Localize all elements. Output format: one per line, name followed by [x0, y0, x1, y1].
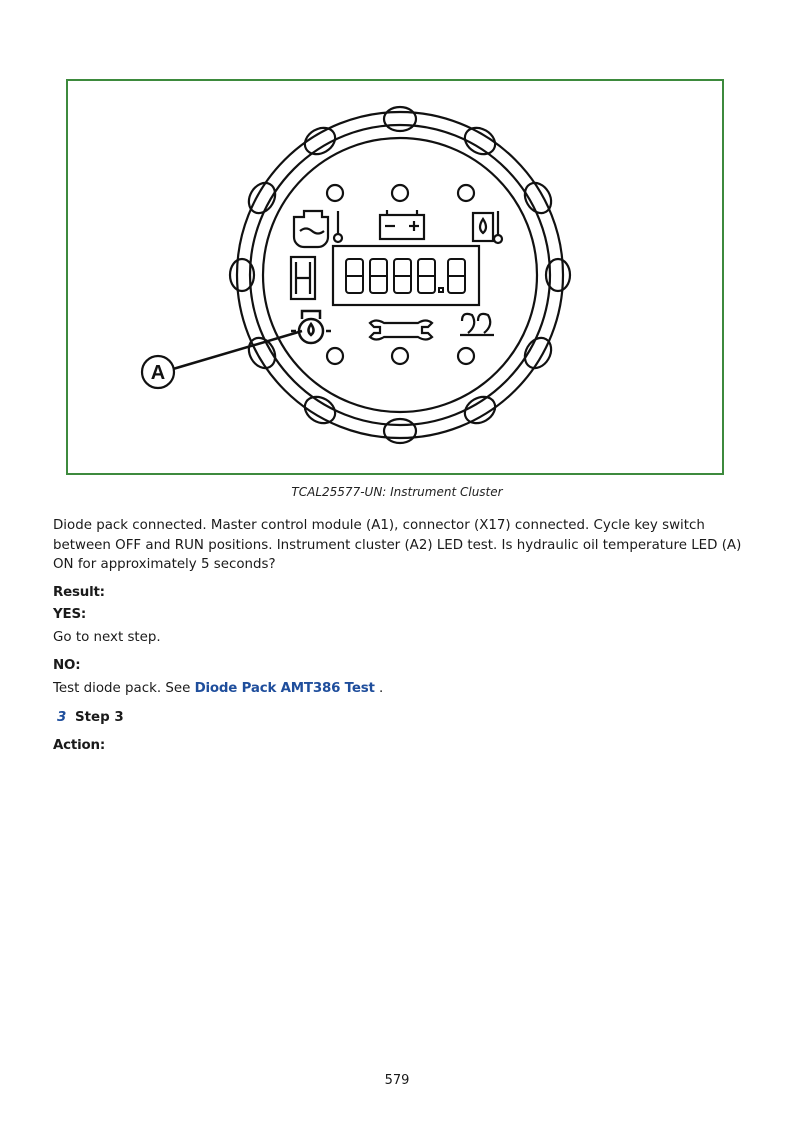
battery-icon	[380, 210, 424, 239]
led-top-center	[392, 185, 408, 201]
step-number: 3	[57, 710, 67, 725]
no-label: NO:	[53, 658, 81, 673]
result-label: Result:	[53, 585, 105, 600]
callout-leader-line	[173, 331, 302, 369]
led-top-left	[327, 185, 343, 201]
led-bottom-right	[458, 348, 474, 364]
coolant-temperature-icon	[294, 211, 342, 247]
page-number: 579	[384, 1073, 410, 1088]
lcd-digits	[346, 259, 465, 293]
led-top-right	[458, 185, 474, 201]
glow-plug-icon	[460, 314, 494, 335]
step-title: Step 3	[75, 710, 124, 725]
diode-pack-test-link[interactable]: Diode Pack AMT386 Test	[194, 681, 375, 696]
instrument-cluster-illustration	[68, 81, 722, 473]
yes-label: YES:	[53, 607, 87, 622]
led-bottom-left	[327, 348, 343, 364]
wrench-icon	[370, 321, 432, 340]
step-description: Diode pack connected. Master control module (A1), connector (X17) connected. Cycle key switch between OFF and RUN positions. Instrument cluster (A2) LED test. Is hydraulic oil temperature LED (A) ON for approximately 5 seconds?	[53, 518, 742, 572]
callout-label-a: A	[150, 362, 166, 384]
instrument-cluster-figure	[66, 79, 724, 475]
no-text-prefix: Test diode pack. See	[53, 681, 195, 696]
hydraulic-oil-temperature-led	[291, 311, 331, 343]
step-heading	[57, 710, 124, 725]
action-label: Action:	[53, 738, 105, 753]
led-bottom-center	[392, 348, 408, 364]
hydraulic-tank-temp-icon	[473, 211, 502, 243]
figure-caption: TCAL25577-UN: Instrument Cluster	[291, 485, 503, 499]
no-text-suffix: .	[374, 681, 384, 696]
no-text	[53, 681, 383, 696]
yes-text: Go to next step.	[53, 630, 161, 645]
